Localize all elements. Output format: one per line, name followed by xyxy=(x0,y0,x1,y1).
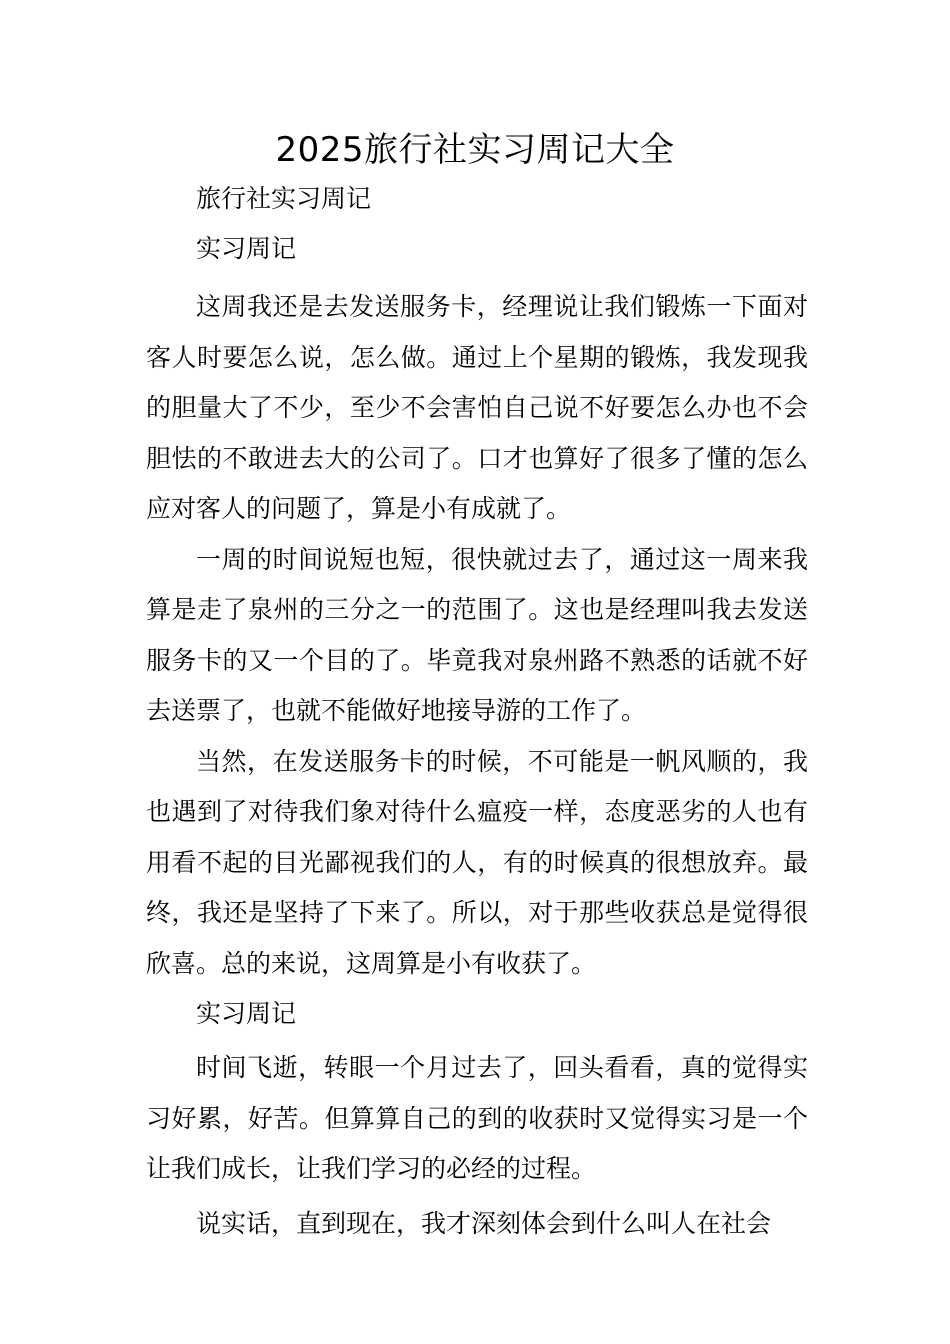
section-subheading: 实习周记 xyxy=(196,999,297,1028)
paragraph: 时间飞逝，转眼一个月过去了，回头看看，真的觉得实习好累，好苦。但算算自己的到的收获时又觉得实习是一个让我们成长，让我们学习的必经的过程。 xyxy=(146,1053,808,1183)
paragraph: 一周的时间说短也短，很快就过去了，通过这一周来我算是走了泉州的三分之一的范围了。这也是经理叫我去发送服务卡的又一个目的了。毕竟我对泉州路不熟悉的话就不好去送票了，也就不能做好地接导游的工作了。 xyxy=(146,544,808,725)
paragraph: 当然，在发送服务卡的时候，不可能是一帆风顺的，我也遇到了对待我们象对待什么瘟疫一样，态度恶劣的人也有用看不起的目光鄙视我们的人，有的时候真的很想放弃。最终，我还是坚持了下来了。所以，对于那些收获总是觉得很欣喜。总的来说，这周算是小有收获了。 xyxy=(146,746,808,978)
section-heading: 旅行社实习周记 xyxy=(196,184,372,213)
document-title: 2025旅行社实习周记大全 xyxy=(275,130,675,170)
paragraph: 说实话，直到现在，我才深刻体会到什么叫人在社会 xyxy=(196,1208,772,1238)
paragraph: 这周我还是去发送服务卡，经理说让我们锻炼一下面对客人时要怎么说，怎么做。通过上个星期的锻炼，我发现我的胆量大了不少，至少不会害怕自己说不好要怎么办也不会胆怯的不敢进去大的公司了。口才也算好了很多了懂的怎么应对客人的问题了，算是小有成就了。 xyxy=(146,292,808,523)
document-body xyxy=(146,174,808,1249)
section-subheading: 实习周记 xyxy=(196,234,297,263)
